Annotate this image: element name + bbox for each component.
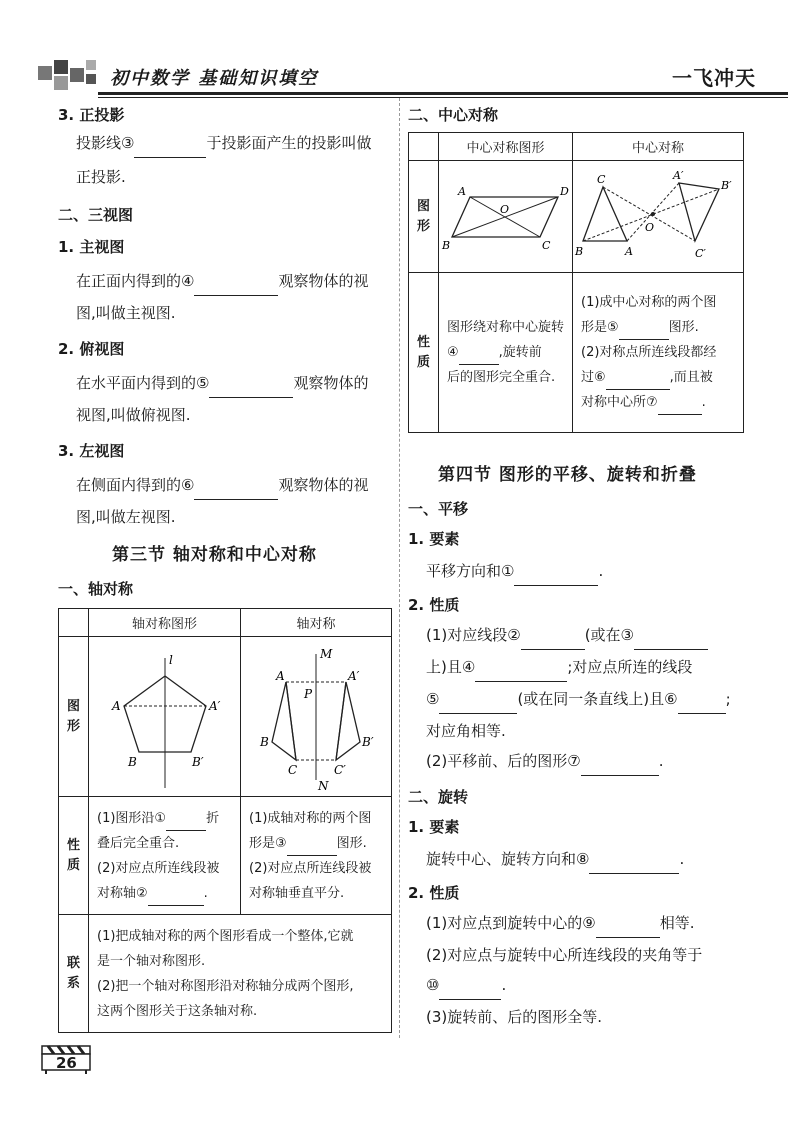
label-A: A	[276, 668, 285, 683]
page-number-badge	[40, 1044, 94, 1074]
translate-heading: 一、平移	[408, 500, 469, 518]
fill-blank[interactable]	[194, 278, 278, 296]
orth-line1	[76, 128, 394, 158]
text: (1)对应线段②	[426, 626, 521, 644]
fill-blank[interactable]	[166, 816, 206, 831]
label-B: B	[127, 754, 137, 769]
label-l: l	[168, 652, 173, 667]
axis-link-cell	[89, 915, 392, 1033]
prop-line: 后的图形完全重合.	[447, 370, 556, 385]
side-view-line1	[76, 470, 396, 500]
header-title: 初中数学 基础知识填空	[110, 68, 319, 89]
rotate-prop-3	[426, 970, 506, 1000]
pentagon-figure-cell	[89, 637, 241, 797]
fill-blank[interactable]	[439, 696, 517, 714]
prop-line: (2)对应点所连线段被	[249, 860, 372, 876]
label-C: C	[597, 172, 606, 186]
rotate-prop-1	[426, 908, 694, 938]
axis-heading: 一、轴对称	[58, 580, 134, 598]
prop-line	[97, 806, 232, 831]
label-B-prime: B′	[362, 734, 374, 749]
row-label-text: 图形	[416, 198, 430, 234]
rotate-elements-line	[426, 844, 684, 874]
orth-line2: 正投影.	[76, 168, 126, 186]
col-header: 轴对称	[241, 609, 392, 637]
prop-line	[581, 390, 735, 415]
central-heading: 二、中心对称	[408, 106, 499, 124]
fill-blank[interactable]	[134, 140, 206, 158]
text: 图形.	[668, 320, 699, 335]
fill-blank[interactable]	[589, 856, 679, 874]
fill-blank[interactable]	[658, 400, 702, 415]
triangle-A2B2C2	[679, 183, 719, 241]
label-B-prime: B′	[721, 178, 732, 192]
rotate-prop-2: (2)对应点与旋转中心所连线段的夹角等于	[426, 946, 703, 964]
front-view-line1	[76, 266, 396, 296]
label-B: B	[260, 734, 269, 749]
text: .	[203, 885, 208, 901]
text: 折	[206, 810, 220, 826]
text: .	[658, 752, 664, 770]
fill-blank[interactable]	[459, 350, 499, 365]
translate-elements-line	[426, 556, 603, 586]
text: .	[598, 562, 604, 580]
prop-line: 对称轴垂直平分.	[249, 885, 345, 901]
text: (1)对应点到旋转中心的⑨	[426, 914, 596, 932]
text: (或在③	[584, 626, 635, 644]
column-divider	[399, 98, 400, 1038]
text: 上)且④	[426, 658, 476, 676]
rotate-props-heading: 2. 性质	[408, 884, 460, 902]
label-D: D	[559, 184, 569, 198]
fill-blank[interactable]	[475, 664, 567, 682]
fill-blank[interactable]	[596, 920, 660, 938]
parallelogram-figure-cell	[439, 161, 573, 273]
edge	[286, 682, 296, 760]
section3-title: 第三节 轴对称和中心对称	[112, 545, 317, 565]
center-point	[651, 212, 655, 216]
translate-prop-4: 对应角相等.	[426, 722, 506, 740]
label-P: P	[304, 686, 313, 701]
label-N: N	[318, 778, 329, 792]
translate-prop-1	[426, 620, 756, 650]
fill-blank[interactable]	[619, 325, 669, 340]
axis-symmetry-table	[58, 608, 392, 1033]
front-view-line2: 图,叫做主视图.	[76, 304, 176, 322]
text: 观察物体的	[293, 374, 369, 392]
text: ④	[447, 345, 459, 360]
text: 投影线③	[76, 134, 135, 152]
text: 平移方向和①	[426, 562, 515, 580]
fill-blank[interactable]	[514, 568, 598, 586]
link-line: (2)把一个轴对称图形沿对称轴分成两个图形,	[97, 978, 354, 994]
prop-line: (2)对应点所连线段被	[97, 860, 220, 876]
col-header: 中心对称图形	[439, 133, 573, 161]
fill-blank[interactable]	[581, 758, 659, 776]
text: (或在同一条直线上)且⑥	[517, 690, 678, 708]
col-header: 中心对称	[573, 133, 744, 161]
triangle-left	[272, 682, 296, 760]
reflection-diagram	[242, 642, 390, 792]
label-M: M	[320, 646, 333, 661]
label-C-prime: C′	[695, 246, 706, 260]
fill-blank[interactable]	[521, 632, 585, 650]
axis-figure-props	[89, 797, 241, 915]
central-figure-props	[439, 273, 573, 433]
header-rule-thin	[98, 97, 788, 98]
label-B: B	[441, 238, 450, 252]
label-A: A	[111, 698, 121, 713]
link-line: 这两个图形关于这条轴对称.	[97, 1003, 258, 1019]
side-view-heading: 3. 左视图	[58, 442, 125, 460]
fill-blank[interactable]	[606, 375, 670, 390]
label-A-prime: A′	[208, 698, 220, 713]
point-symmetry-diagram	[573, 167, 743, 267]
fill-blank[interactable]	[678, 696, 726, 714]
prop-line: (1)成中心对称的两个图	[581, 295, 717, 310]
corner-cell	[409, 133, 439, 161]
translate-props-heading: 2. 性质	[408, 596, 460, 614]
text: ;	[725, 690, 731, 708]
text: 在水平面内得到的⑤	[76, 374, 210, 392]
header-brand: 一飞冲天	[672, 66, 756, 90]
label-A-prime: A′	[673, 168, 684, 182]
text: 观察物体的视	[278, 272, 369, 290]
text: 形是③	[249, 835, 287, 851]
row-label	[59, 637, 89, 797]
fill-blank[interactable]	[209, 380, 293, 398]
point-symmetry-figure-cell	[573, 161, 744, 273]
reflection-figure-cell	[241, 637, 392, 797]
text: (1)图形沿①	[97, 810, 167, 826]
text: (2)平移前、后的图形⑦	[426, 752, 581, 770]
text: 相等.	[659, 914, 695, 932]
prop-line: (2)对称点所连线段都经	[581, 345, 717, 360]
section4-title: 第四节 图形的平移、旋转和折叠	[438, 465, 697, 485]
fill-blank[interactable]	[287, 841, 337, 856]
prop-line: (1)成轴对称的两个图	[249, 810, 372, 826]
fill-blank[interactable]	[439, 982, 501, 1000]
prop-line: 图形绕对称中心旋转	[447, 320, 565, 335]
label-A-prime: A′	[348, 668, 360, 683]
text: ,而且被	[669, 370, 713, 385]
text: 过⑥	[581, 370, 606, 385]
row-label-text: 联系	[66, 955, 80, 991]
prop-line	[447, 340, 564, 365]
text: 图形.	[336, 835, 367, 851]
side-view-line2: 图,叫做左视图.	[76, 508, 176, 526]
orth-heading: 3. 正投影	[58, 106, 125, 124]
text: 对称轴②	[97, 885, 148, 901]
link-line: 是一个轴对称图形.	[97, 953, 206, 969]
row-label-text: 性质	[416, 334, 430, 370]
row-label	[59, 797, 89, 915]
row-label	[409, 161, 439, 273]
label-B-prime: B′	[191, 754, 204, 769]
views-heading: 二、三视图	[58, 206, 134, 224]
prop-line	[97, 881, 232, 906]
edge	[336, 682, 346, 760]
link-line: (1)把成轴对称的两个图形看成一个整体,它就	[97, 928, 354, 944]
central-symmetry-props	[573, 273, 744, 433]
prop-line	[249, 831, 383, 856]
text: 形是⑤	[581, 320, 619, 335]
row-label-text: 图形	[66, 698, 80, 734]
pentagon-diagram	[90, 642, 240, 792]
top-view-heading: 2. 俯视图	[58, 340, 125, 358]
header-decoration	[38, 56, 118, 94]
prop-line: 叠后完全重合.	[97, 835, 180, 851]
fill-blank[interactable]	[148, 891, 204, 906]
text: ⑩	[426, 976, 440, 994]
fill-blank[interactable]	[634, 632, 708, 650]
row-label-text: 性质	[66, 837, 80, 873]
central-symmetry-table	[408, 132, 744, 433]
label-A: A	[457, 184, 466, 198]
top-view-line1	[76, 368, 396, 398]
translate-prop-3	[426, 684, 756, 714]
text: ;对应点所连的线段	[567, 658, 693, 676]
axis-symmetry-props	[241, 797, 392, 915]
text: ⑤	[426, 690, 440, 708]
label-B: B	[575, 244, 584, 258]
parallelogram-diagram	[440, 167, 572, 267]
prop-line	[581, 365, 735, 390]
rotate-prop-4: (3)旋转前、后的图形全等.	[426, 1008, 603, 1026]
fill-blank[interactable]	[194, 482, 278, 500]
translate-elements-heading: 1. 要素	[408, 530, 460, 548]
text: .	[501, 976, 507, 994]
page-header	[38, 56, 768, 94]
row-label	[59, 915, 89, 1033]
text: .	[679, 850, 685, 868]
header-rule	[98, 92, 788, 95]
text: ,旋转前	[498, 345, 542, 360]
text: 观察物体的视	[278, 476, 369, 494]
translate-prop-5	[426, 746, 663, 776]
text: 旋转中心、旋转方向和⑧	[426, 850, 590, 868]
rotate-elements-heading: 1. 要素	[408, 818, 460, 836]
col-header: 轴对称图形	[89, 609, 241, 637]
triangle-right	[336, 682, 360, 760]
text: .	[701, 395, 706, 410]
translate-prop-2	[426, 652, 756, 682]
row-label	[409, 273, 439, 433]
label-C: C	[288, 762, 298, 777]
label-O: O	[499, 202, 509, 216]
label-O: O	[645, 220, 655, 234]
label-C: C	[541, 238, 550, 252]
prop-line	[581, 315, 735, 340]
rotate-heading: 二、旋转	[408, 788, 469, 806]
text: 在正面内得到的④	[76, 272, 195, 290]
label-A: A	[625, 244, 633, 258]
page-number: 26	[56, 1054, 77, 1072]
text: 在侧面内得到的⑥	[76, 476, 195, 494]
text: 于投影面产生的投影叫做	[206, 134, 372, 152]
front-view-heading: 1. 主视图	[58, 238, 125, 256]
label-C-prime: C′	[334, 762, 346, 777]
corner-cell	[59, 609, 89, 637]
triangle-ABC	[583, 187, 627, 241]
text: 对称中心所⑦	[581, 395, 658, 410]
top-view-line2: 视图,叫做俯视图.	[76, 406, 191, 424]
